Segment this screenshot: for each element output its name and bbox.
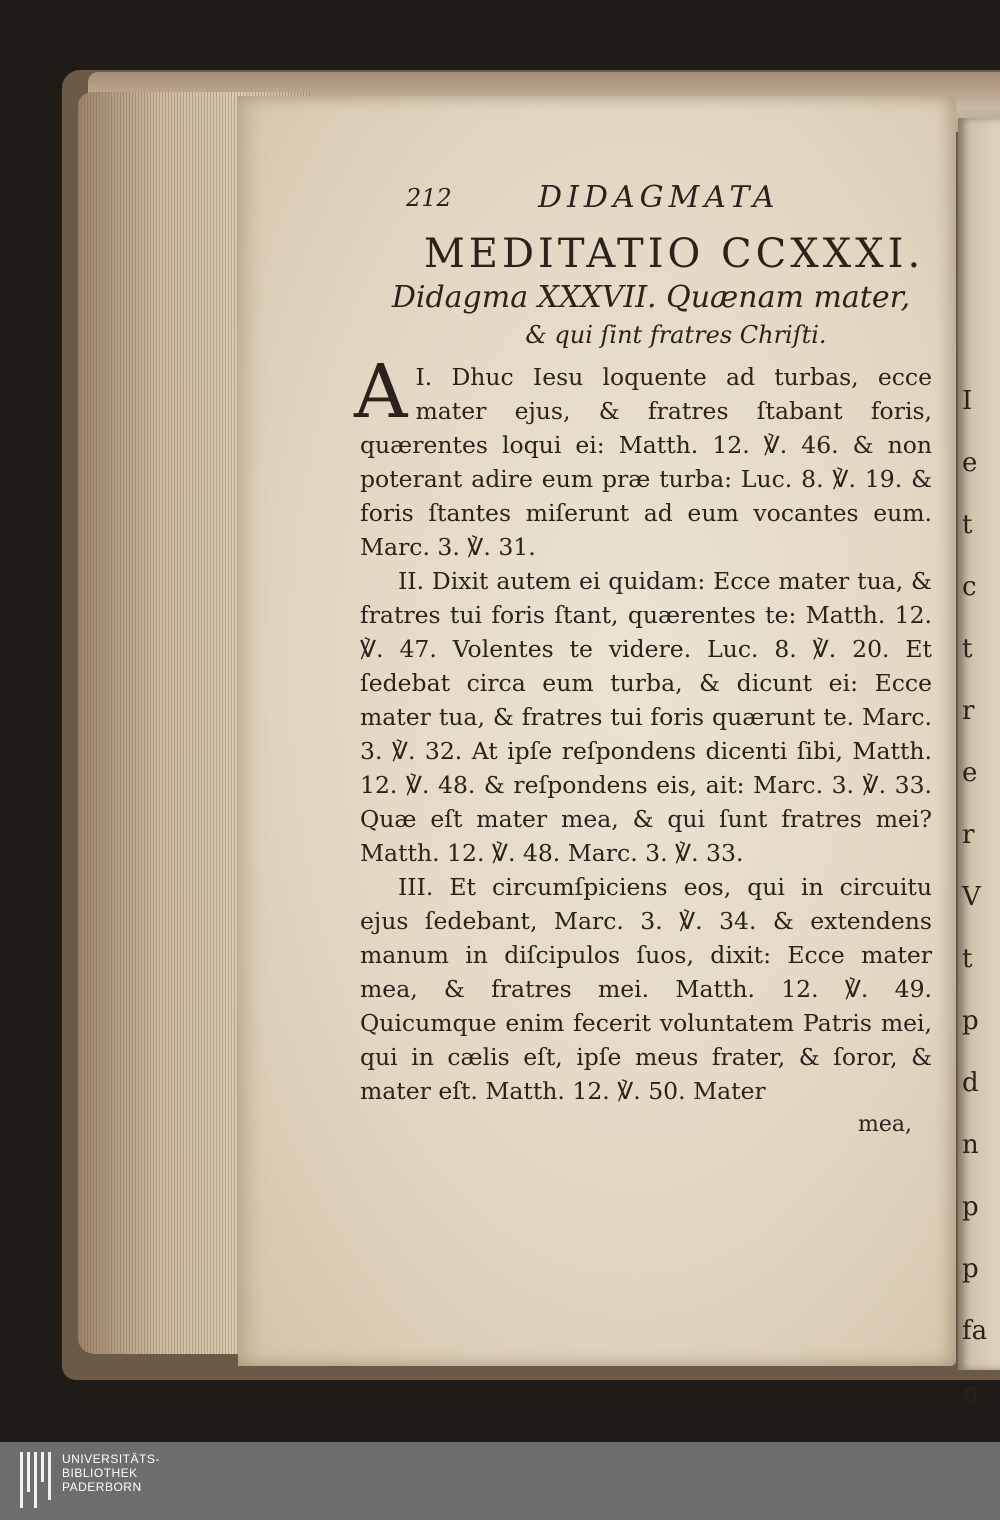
library-name: UNIVERSITÄTS- BIBLIOTHEK PADERBORN [62, 1452, 160, 1494]
didagma-subtitle: & qui ſint fratres Chriſti. [525, 321, 827, 349]
catchword: mea, [858, 1112, 912, 1137]
drop-cap: A [354, 349, 408, 435]
running-title: DIDAGMATA [538, 180, 780, 215]
paragraph-text: Et circumſpiciens eos, qui in circuitu ejus ſedebant, Marc. 3. ℣. 34. & extendens manum in diſcipulos ſuos, dixit: Ecce mater mea, & fratres mei. Matth. 12. ℣. 49. Quicumque enim fecerit voluntatem Patris mei, qui in cælis eſt, ipſe meus frater, & ſoror, & mater eſt. Matth. 12. ℣. 50. Mater [360, 873, 932, 1105]
library-logo-icon [20, 1452, 54, 1508]
page-text [354, 178, 932, 1137]
running-head [360, 178, 932, 224]
paragraph-3 [360, 870, 932, 1108]
facing-page-text: I e t c t r e r V t p d n p p fa n [962, 386, 988, 1408]
paragraph-text: Dhuc Iesu loquente ad turbas, ecce mater ejus, & fratres ſtabant foris, quærentes loqui ei: Matth. 12. ℣. 46. & non poterant adire eum præ turba: Luc. 8. ℣. 19. & foris ſtantes miſerunt ad eum vocantes eum. Marc. 3. ℣. 31. [360, 363, 932, 561]
meditation-title: MEDITATIO CCXXXI. [423, 231, 925, 277]
paragraph-1 [354, 349, 932, 564]
page-number: 212 [406, 184, 452, 212]
paragraph-2 [360, 564, 932, 870]
paragraph-numeral: III. [398, 873, 434, 901]
didagma-title: Didagma XXXVII. Quænam mater, [391, 280, 911, 315]
paragraph-text: Dixit autem ei quidam: Ecce mater tua, & fratres tui foris ſtant, quærentes te: Matth. 12. ℣. 47. Volentes te videre. Luc. 8. ℣. 20. Et ſedebat circa eum turba, & dicunt ei: Ecce mater tua, & fratres tui foris quærunt te. Marc. 3. ℣. 32. At ipſe reſpondens dicenti ſibi, Matth. 12. ℣. 48. & reſpondens eis, ait: Marc. 3. ℣. 33. Quæ eſt mater mea, & qui ſunt fratres mei? Matth. 12. ℣. 48. Marc. 3. ℣. 33. [360, 567, 932, 867]
library-footer [0, 1442, 1000, 1520]
paragraph-numeral: I. [415, 363, 433, 391]
paragraph-numeral: II. [398, 567, 425, 595]
